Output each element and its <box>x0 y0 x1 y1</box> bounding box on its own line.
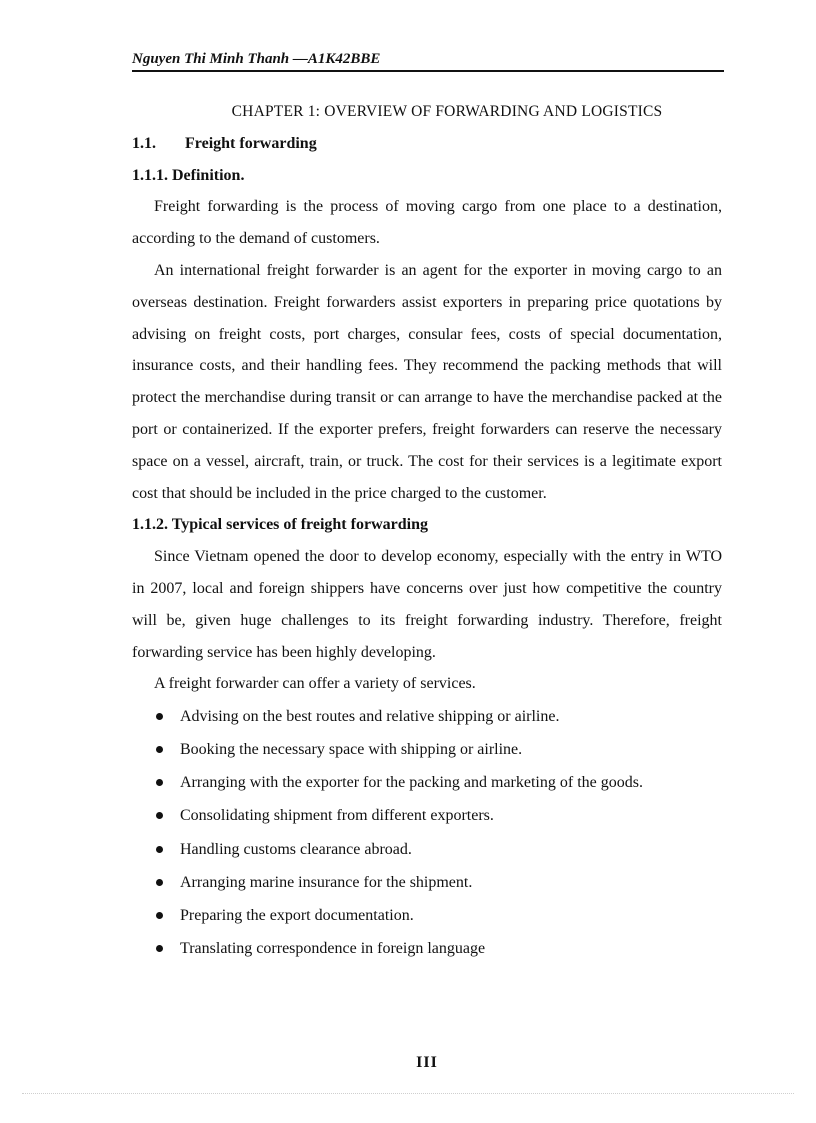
paragraph-vietnam: Since Vietnam opened the door to develop economy, especially with the entry in WTO in 2007, local and foreign shippers have concerns over just how competitive the country will be, given huge challenges to its freight forwarding industry. Therefore, freight forwarding service has been highly developing. <box>132 548 722 661</box>
section-number: 1.1. <box>132 134 156 152</box>
page-number: III <box>416 1054 438 1071</box>
section-title: Freight forwarding <box>185 134 317 152</box>
bullet-icon <box>156 945 163 952</box>
list-item: Preparing the export documentation. <box>132 899 722 932</box>
bullet-icon <box>156 912 163 919</box>
services-intro: A freight forwarder can offer a variety of services. <box>154 675 476 693</box>
bullet-icon <box>156 812 163 819</box>
subsection-heading-services: 1.1.2. Typical services of freight forwarding <box>132 516 428 534</box>
section-heading <box>132 128 722 160</box>
header-author: Nguyen Thi Minh Thanh —A1K42BBE <box>132 51 381 67</box>
list-item: Handling customs clearance abroad. <box>132 833 722 866</box>
chapter-title: CHAPTER 1: OVERVIEW OF FORWARDING AND LOGISTICS <box>231 103 663 120</box>
list-item: Booking the necessary space with shipping or airline. <box>132 733 722 766</box>
services-list <box>132 700 722 965</box>
subsection-heading-definition: 1.1.1. Definition. <box>132 166 245 184</box>
list-item: Arranging with the exporter for the packing and marketing of the goods. <box>132 766 722 799</box>
bullet-icon <box>156 779 163 786</box>
list-item: Arranging marine insurance for the shipment. <box>132 866 722 899</box>
bullet-icon <box>156 713 163 720</box>
paragraph-definition: Freight forwarding is the process of moving cargo from one place to a destination, according to the demand of customers. <box>132 198 722 248</box>
list-item: Translating correspondence in foreign language <box>132 932 722 965</box>
paragraph-forwarder-role: An international freight forwarder is an agent for the exporter in moving cargo to an overseas destination. Freight forwarders assist exporters in preparing price quotations by advising on freight costs, port charges, consular fees, costs of special documentation, insurance costs, and their handling fees. They recommend the packing methods that will protect the merchandise during transit or can arrange to have the merchandise packed at the port or containerized. If the exporter prefers, freight forwarders can reserve the necessary space on a vessel, aircraft, train, or truck. The cost for their services is a legitimate export cost that should be included in the price charged to the customer. <box>132 261 722 502</box>
list-item: Consolidating shipment from different exporters. <box>132 799 722 832</box>
list-item: Advising on the best routes and relative shipping or airline. <box>132 700 722 733</box>
running-header <box>132 50 724 72</box>
bullet-icon <box>156 846 163 853</box>
bullet-icon <box>156 879 163 886</box>
page-body <box>132 96 722 965</box>
bullet-icon <box>156 746 163 753</box>
page-bottom-divider <box>22 1093 794 1094</box>
